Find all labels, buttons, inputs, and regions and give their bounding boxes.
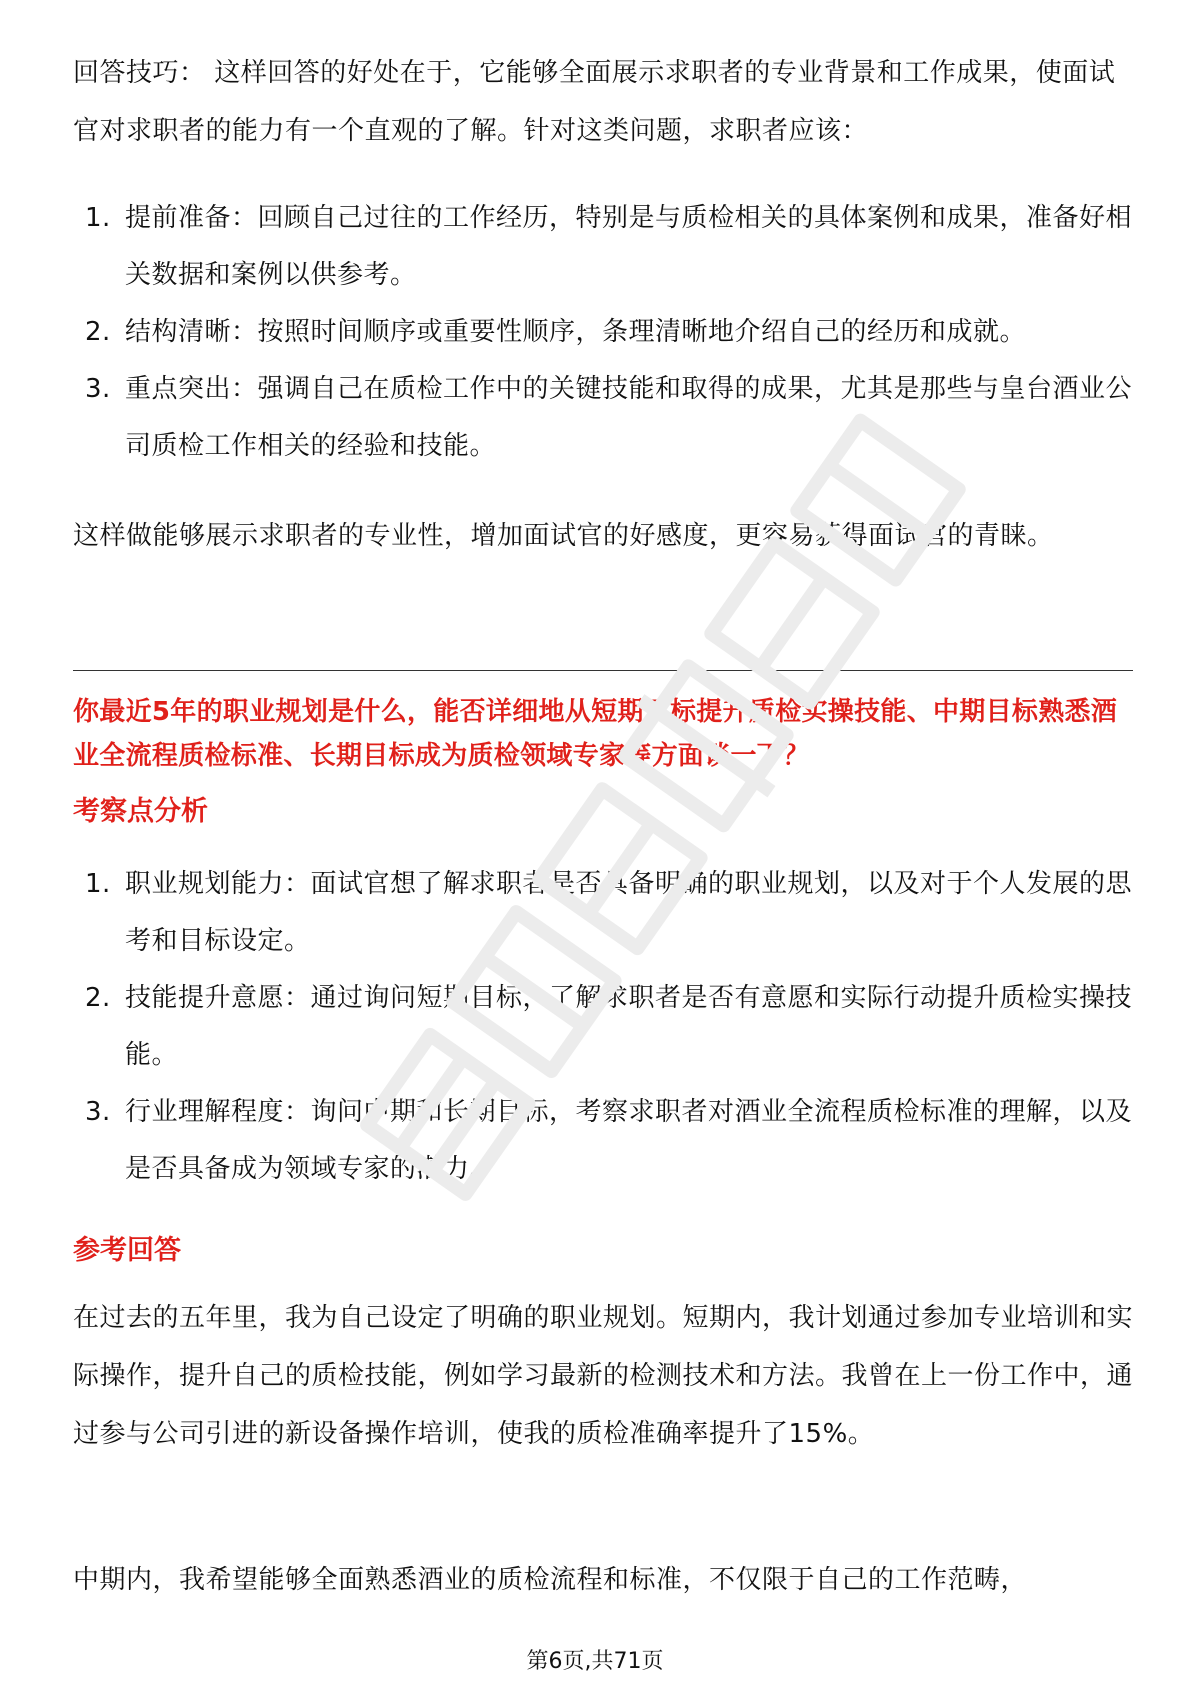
reference-answer-paragraph-2: 中期内，我希望能够全面熟悉酒业的质检流程和标准，不仅限于自己的工作范畴， <box>73 1565 1028 1595</box>
reference-answer-paragraph: 在过去的五年里，我为自己设定了明确的职业规划。短期内，我计划通过参加专业培训和实际操作，提升自己的质检技能，例如学习最新的检测技术和方法。我曾在上一份工作中，通过参与公司引进的新设备操作培训，使我的质检准确率提升了15%。 <box>73 1303 1134 1449</box>
summary-paragraph: 这样做能够展示求职者的专业性，增加面试官的好感度，更容易获得面试官的青睐。 <box>73 521 1054 551</box>
list-number: 3. <box>85 1097 111 1127</box>
list-item-text: 职业规划能力：面试官想了解求职者是否具备明确的职业规划，以及对于个人发展的思考和目标设定。 <box>125 869 1133 956</box>
list-item <box>73 970 1133 1084</box>
list-number: 2. <box>85 983 111 1013</box>
section-divider <box>73 670 1133 671</box>
list-item-text: 提前准备：回顾自己过往的工作经历，特别是与质检相关的具体案例和成果，准备好相关数据和案例以供参考。 <box>125 203 1133 290</box>
list-item <box>73 1084 1133 1198</box>
list-item <box>73 190 1133 304</box>
answer-tip-text: 这样回答的好处在于，它能够全面展示求职者的专业背景和工作成果，使面试官对求职者的能力有一个直观的了解。针对这类问题，求职者应该： <box>73 58 1116 146</box>
list-item-text: 结构清晰：按照时间顺序或重要性顺序，条理清晰地介绍自己的经历和成就。 <box>125 317 1027 347</box>
list-number: 1. <box>85 869 111 899</box>
page-footer: 第6页,共71页 <box>526 1649 664 1674</box>
interview-question: 你最近5年的职业规划是什么，能否详细地从短期目标提升质检实操技能、中期目标熟悉酒业全流程质检标准、长期目标成为质检领域专家等方面谈一下？ <box>73 697 1118 771</box>
analysis-heading: 考察点分析 <box>73 796 208 827</box>
answer-tip-label: 回答技巧： <box>73 58 206 88</box>
list-number: 1. <box>85 203 111 233</box>
reference-answer-heading: 参考回答 <box>73 1235 181 1266</box>
list-item <box>73 361 1133 475</box>
list-item-text: 重点突出：强调自己在质检工作中的关键技能和取得的成果，尤其是那些与皇台酒业公司质检工作相关的经验和技能。 <box>125 374 1133 461</box>
list-item-text: 技能提升意愿：通过询问短期目标，了解求职者是否有意愿和实际行动提升质检实操技能。 <box>125 983 1133 1070</box>
list-number: 2. <box>85 317 111 347</box>
list-item <box>73 856 1133 970</box>
tip-list <box>73 190 1133 475</box>
list-item <box>73 304 1133 361</box>
list-number: 3. <box>85 374 111 404</box>
analysis-list <box>73 856 1133 1198</box>
list-item-text: 行业理解程度：询问中期和长期目标，考察求职者对酒业全流程质检标准的理解，以及是否具备成为领域专家的潜力。 <box>125 1097 1133 1184</box>
answer-tip-paragraph <box>73 44 1133 160</box>
